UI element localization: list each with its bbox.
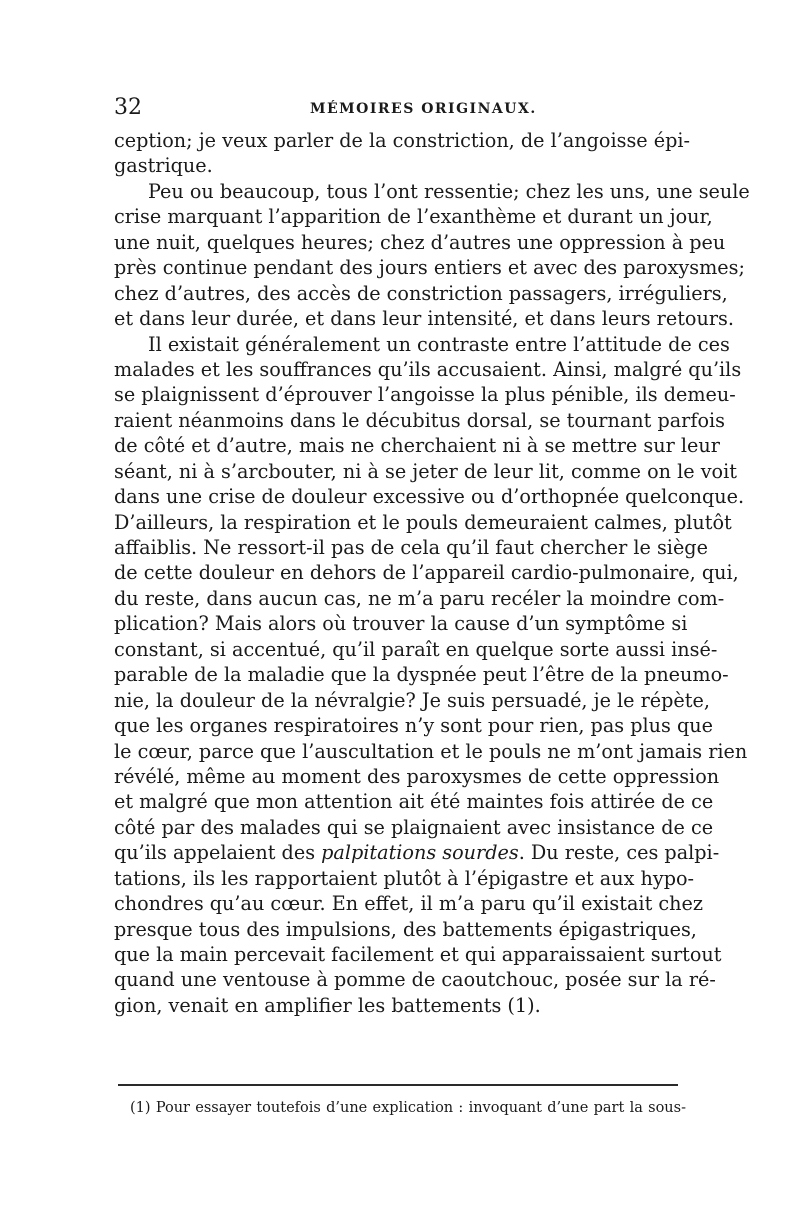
- text-line: tations, ils les rapportaient plutôt à l’épigastre et aux hypo-: [114, 866, 695, 890]
- italic-emphasis: palpitations sourdes: [321, 841, 519, 865]
- text-line: quand une ventouse à pomme de caoutchouc, posée sur la ré-: [114, 968, 716, 992]
- text-line: affaiblis. Ne ressort-il pas de cela qu’il faut chercher le siège: [114, 536, 708, 559]
- text-line: gastrique.: [114, 154, 213, 178]
- footnote: (1) Pour essayer toutefois d’une explication : invoquant d’une part la sous-: [130, 1100, 686, 1116]
- text-line: de côté et d’autre, mais ne cherchaient ni à se mettre sur leur: [114, 434, 720, 458]
- page-number: 32: [114, 95, 142, 120]
- text-line: une nuit, quelques heures; chez d’autres une oppression à peu: [114, 230, 726, 254]
- text-line: et malgré que mon attention ait été maintes fois attirée de ce: [114, 790, 714, 814]
- text-segment: . Du reste, ces palpi-: [518, 841, 720, 865]
- running-head: [114, 96, 686, 120]
- running-title: MÉMOIRES ORIGINAUX.: [310, 101, 537, 117]
- text-line: le cœur, parce que l’auscultation et le pouls ne m’ont jamais rien: [114, 739, 748, 763]
- text-segment: qu’ils appelaient des: [114, 841, 322, 865]
- text-line: du reste, dans aucun cas, ne m’a paru recéler la moindre com-: [114, 586, 725, 610]
- text-line: Il existait généralement un contraste entre l’attitude de ces: [148, 332, 730, 356]
- text-line: révélé, même au moment des paroxysmes de cette oppression: [114, 764, 720, 788]
- text-line: chez d’autres, des accès de constriction passagers, irréguliers,: [114, 281, 728, 305]
- text-line-mixed: [114, 840, 720, 865]
- text-line: D’ailleurs, la respiration et le pouls demeuraient calmes, plutôt: [114, 510, 732, 534]
- text-line: que la main percevait facilement et qui apparaissaient surtout: [114, 943, 722, 966]
- body-text: [114, 128, 750, 1018]
- text-line: de cette douleur en dehors de l’appareil cardio-pulmonaire, qui,: [114, 561, 739, 585]
- text-line: que les organes respiratoires n’y sont pour rien, pas plus que: [114, 714, 713, 738]
- text-line: plication? Mais alors où trouver la cause d’un symptôme si: [114, 612, 688, 636]
- text-line: côté par des malades qui se plaignaient avec insistance de ce: [114, 815, 714, 839]
- text-line: gion, venait en amplifier les battements (1).: [114, 993, 541, 1017]
- text-line: ception; je veux parler de la constriction, de l’angoisse épi-: [114, 129, 691, 152]
- text-line: dans une crise de douleur excessive ou d’orthopnée quelconque.: [114, 485, 745, 509]
- text-line: près continue pendant des jours entiers et avec des paroxysmes;: [114, 256, 745, 280]
- text-line: chondres qu’au cœur. En effet, il m’a paru qu’il existait chez: [114, 892, 703, 916]
- text-line: raient néanmoins dans le décubitus dorsal, se tournant parfois: [114, 408, 725, 432]
- text-line: presque tous des impulsions, des battements épigastriques,: [114, 917, 697, 941]
- text-line: Peu ou beaucoup, tous l’ont ressentie; chez les uns, une seule: [148, 179, 750, 203]
- text-line: constant, si accentué, qu’il paraît en quelque sorte aussi insé-: [114, 637, 718, 661]
- text-line: parable de la maladie que la dyspnée peut l’être de la pneumo-: [114, 663, 729, 687]
- text-line: nie, la douleur de la névralgie? Je suis persuadé, je le répète,: [114, 688, 710, 712]
- text-line: se plaignissent d’éprouver l’angoisse la plus pénible, ils demeu-: [114, 383, 736, 407]
- text-line: crise marquant l’apparition de l’exanthème et durant un jour,: [114, 205, 713, 229]
- text-line: malades et les souffrances qu’ils accusaient. Ainsi, malgré qu’ils: [114, 357, 742, 381]
- text-line: séant, ni à s’arcbouter, ni à se jeter de leur lit, comme on le voit: [114, 459, 737, 483]
- footnote-divider: [118, 1084, 678, 1086]
- text-line: et dans leur durée, et dans leur intensité, et dans leurs retours.: [114, 307, 734, 331]
